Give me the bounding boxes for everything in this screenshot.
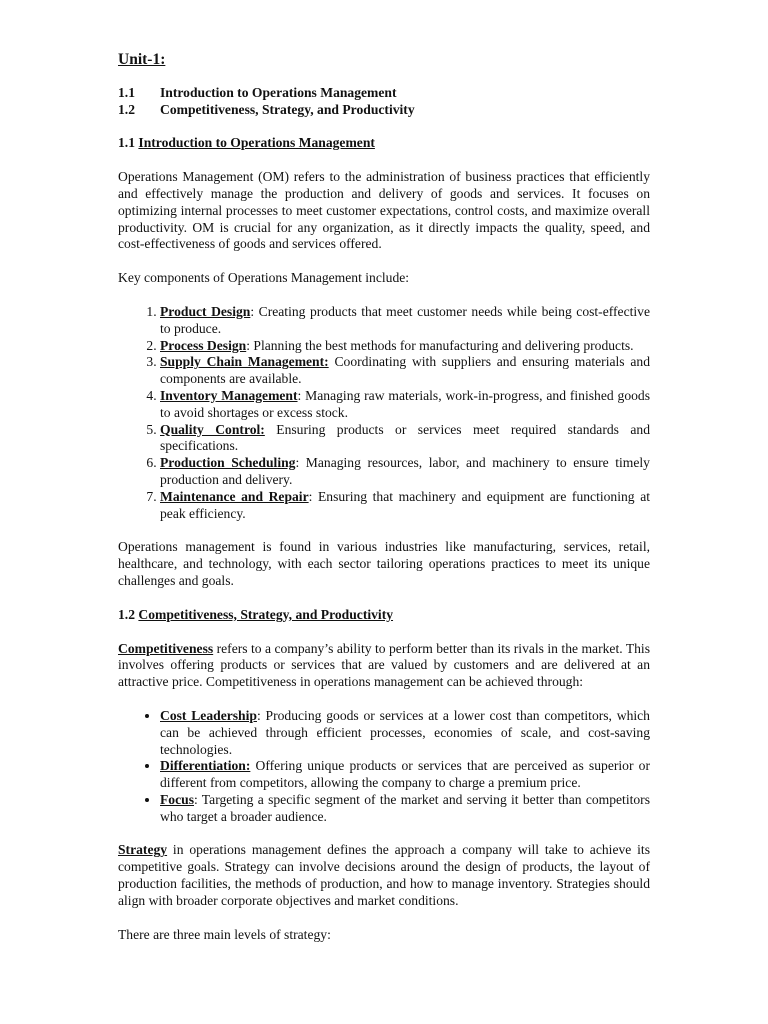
list-item — [160, 489, 650, 523]
list-item-term: Process Design — [160, 337, 247, 353]
document-body — [118, 52, 650, 960]
list-item-text: : Producing goods or services at a lower cost than competitors, which can be achieved through efficient processes, economies of scale, and cost-saving technologies. — [160, 707, 650, 757]
list-item-term: Production Scheduling — [160, 455, 296, 471]
list-item — [160, 304, 650, 338]
list-item-text: Coordinating with suppliers and ensuring materials and components are available. — [160, 354, 650, 387]
unit-title: Unit-1: — [118, 51, 166, 68]
list-item-text: : Managing raw materials, work-in-progress, and finished goods to avoid shortages or excess stock. — [160, 387, 651, 420]
section-title: Introduction to Operations Management — [138, 135, 375, 151]
section-1-heading — [118, 135, 650, 152]
toc-title: Competitiveness, Strategy, and Productivity — [160, 101, 415, 117]
strategy-term: Strategy — [118, 842, 168, 858]
section-1-intro: Operations Management (OM) refers to the administration of business practices that efficiently and effectively manage the production and delivery of goods and services. It focuses on optimizing internal processes to meet customer expectations, control costs, and maximize overall productivity. OM is crucial for any organization, as it directly impacts the quality, speed, and cost-effectiveness of goods and services offered. — [118, 169, 650, 252]
components-lead: Key components of Operations Management include: — [118, 270, 410, 286]
list-item — [160, 455, 650, 489]
competitiveness-list — [118, 708, 650, 826]
section-2-heading — [118, 607, 650, 624]
list-item-text: : Creating products that meet customer needs while being cost-effective to produce. — [160, 303, 651, 336]
toc-row — [118, 102, 650, 119]
list-item-term: Supply Chain Management: — [160, 354, 329, 370]
list-item — [160, 338, 650, 355]
list-item-text: Ensuring products or services meet required standards and specifications. — [160, 421, 651, 454]
section-number: 1.2 — [118, 606, 135, 622]
competitiveness-term: Competitiveness — [118, 640, 214, 656]
list-item-term: Cost Leadership — [160, 707, 257, 723]
strategy-levels-lead: There are three main levels of strategy: — [118, 926, 331, 942]
competitiveness-paragraph — [118, 641, 650, 691]
list-item — [160, 708, 650, 758]
toc-row — [118, 85, 650, 102]
list-item-term: Quality Control: — [160, 421, 265, 437]
list-item — [160, 388, 650, 422]
strategy-paragraph — [118, 842, 650, 909]
toc-title: Introduction to Operations Management — [160, 84, 397, 100]
list-item — [160, 792, 650, 826]
table-of-contents — [118, 85, 650, 119]
list-item-term: Focus — [160, 791, 194, 807]
section-title: Competitiveness, Strategy, and Productivity — [138, 606, 394, 622]
list-item-term: Differentiation: — [160, 758, 251, 774]
list-item-text: Offering unique products or services that are perceived as superior or different from competitors, allowing the company to charge a premium price. — [160, 758, 650, 791]
section-number: 1.1 — [118, 135, 135, 151]
list-item — [160, 422, 650, 456]
list-item-term: Maintenance and Repair — [160, 488, 309, 504]
components-list — [118, 304, 650, 522]
list-item — [160, 758, 650, 792]
competitiveness-text: refers to a company’s ability to perform better than its rivals in the market. This involves offering products or services that are valued by customers and are delivered at an attractive price. Competitiveness in operations management can be achieved through: — [118, 640, 650, 690]
section-1-closing: Operations management is found in various industries like manufacturing, services, retail, healthcare, and technology, with each sector tailoring operations practices to meet its unique challenges and goals. — [118, 539, 650, 588]
list-item-term: Product Design — [160, 303, 251, 319]
strategy-text: in operations management defines the approach a company will take to achieve its competitive goals. Strategy can involve decisions around the design of products, the layout of production facilities, the methods of production, and how to manage inventory. Strategies should align with broader corporate objectives and market conditions. — [118, 842, 650, 908]
list-item — [160, 354, 650, 388]
list-item-text: : Ensuring that machinery and equipment are functioning at peak efficiency. — [160, 488, 650, 521]
list-item-text: : Managing resources, labor, and machinery to ensure timely production and delivery. — [160, 455, 650, 487]
toc-number: 1.1 — [118, 84, 135, 100]
toc-number: 1.2 — [118, 101, 135, 117]
list-item-text: : Targeting a specific segment of the market and serving it better than competitors who target a broader audience. — [160, 791, 650, 824]
list-item-text: : Planning the best methods for manufacturing and delivering products. — [246, 337, 634, 353]
list-item-term: Inventory Management — [160, 387, 298, 403]
